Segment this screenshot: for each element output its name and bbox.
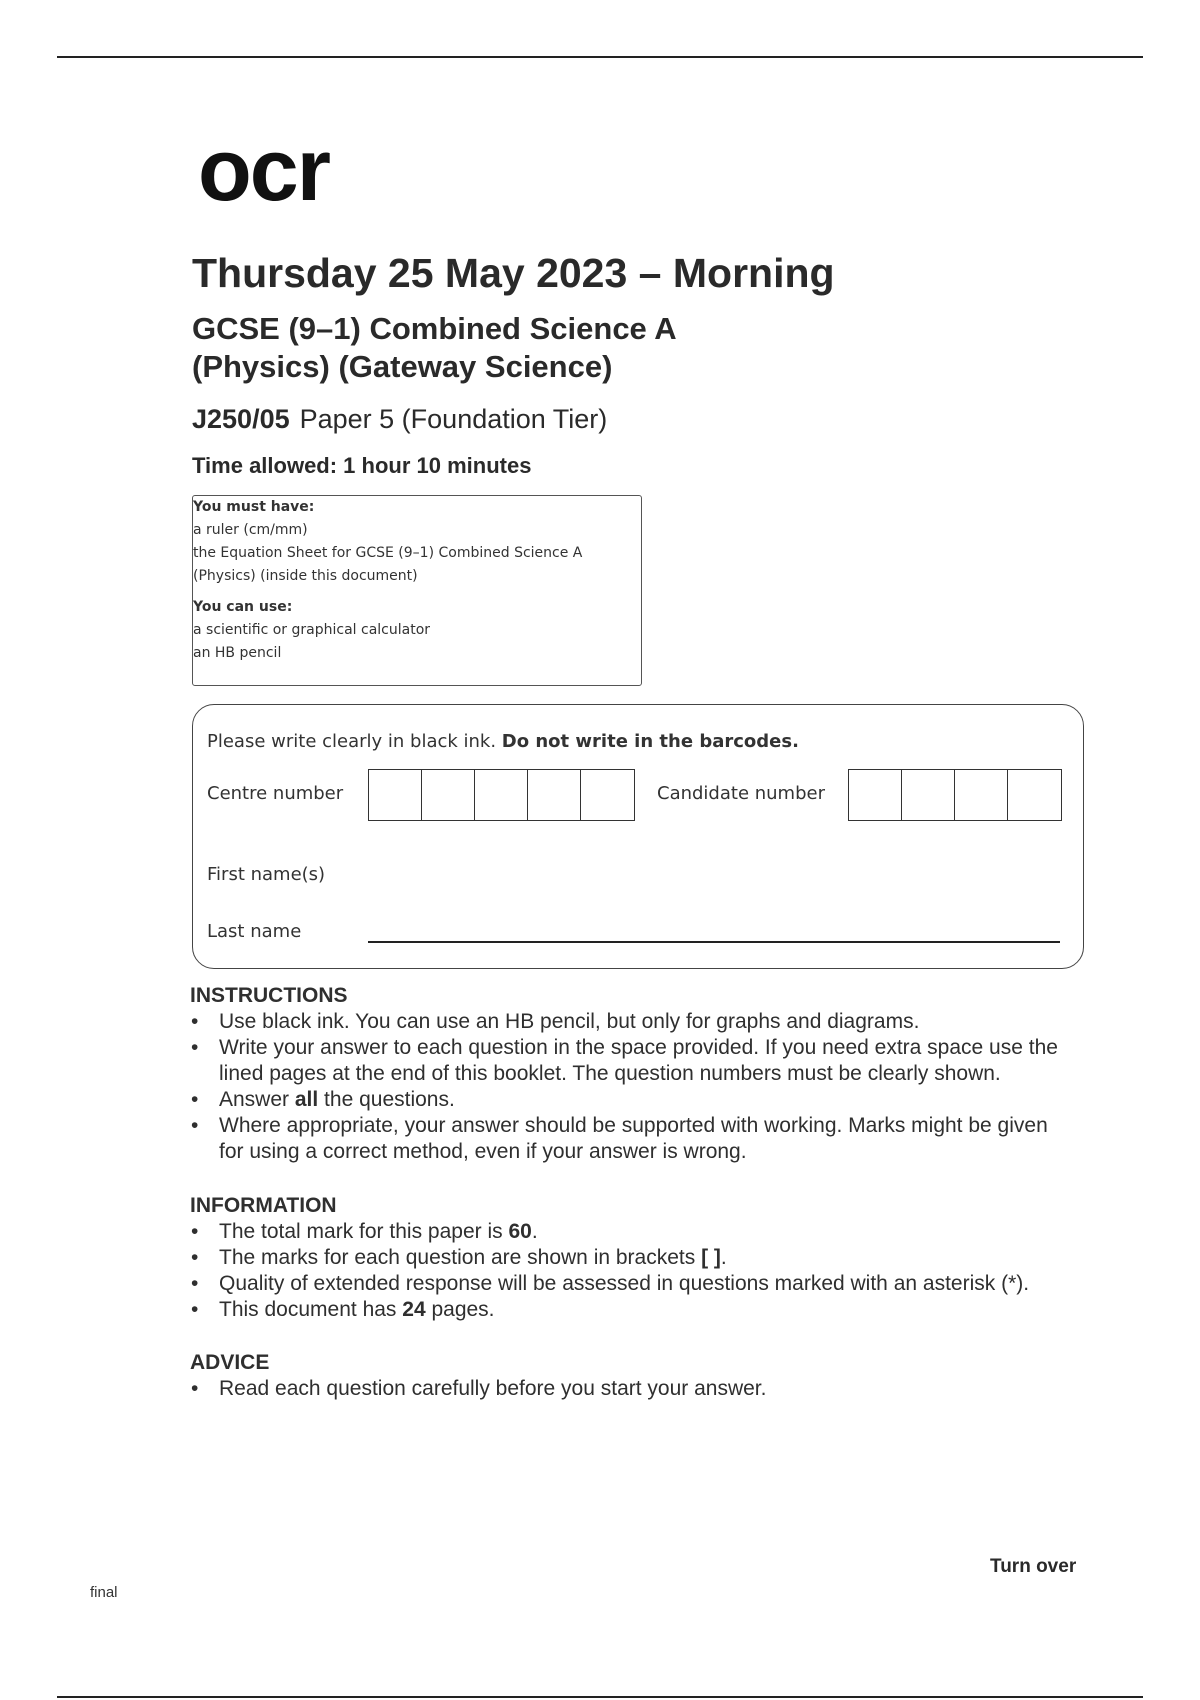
digit-box[interactable] [955,770,1008,820]
subject-line-1: GCSE (9–1) Combined Science A [192,311,677,346]
information-item [190,1245,1090,1271]
centre-number-boxes[interactable] [368,769,635,821]
text: . [531,1220,538,1243]
information-item [190,1297,1090,1323]
text: This document has [219,1298,403,1321]
instructions-heading: INSTRUCTIONS [190,984,348,1007]
information-section [190,1193,1090,1323]
can-use-item: a scientific or graphical calculator [193,622,431,638]
candidate-number-label: Candidate number [657,783,825,804]
time-allowed: Time allowed: 1 hour 10 minutes [192,453,532,478]
intro-bold-text: Do not write in the barcodes. [501,731,799,752]
first-name-label: First name(s) [207,864,326,885]
top-rule [57,56,1143,58]
subject-title [192,310,677,386]
ocr-logo: ocr [198,120,329,219]
must-have-item: a ruler (cm/mm) [193,522,308,538]
materials-box [192,495,642,686]
final-label: final [90,1584,118,1601]
candidate-number-boxes[interactable] [848,769,1062,821]
text: The total mark for this paper is [219,1220,509,1243]
last-name-line[interactable] [368,941,1060,943]
text: the questions. [318,1088,455,1111]
digit-box[interactable] [902,770,955,820]
information-heading: INFORMATION [190,1194,337,1217]
paper-code: J250/05 [192,404,290,434]
text: . [720,1246,727,1269]
bold-text: [ ] [701,1246,721,1269]
bold-text: 60 [508,1220,532,1243]
bold-text: 24 [402,1298,426,1321]
turn-over-label: Turn over [990,1556,1077,1577]
digit-box[interactable] [1008,770,1061,820]
bold-text: all [294,1088,319,1111]
centre-number-label: Centre number [207,783,344,804]
candidate-box-intro [207,731,799,752]
advice-heading: ADVICE [190,1351,270,1374]
digit-box[interactable] [422,770,475,820]
digit-box[interactable] [849,770,902,820]
last-name-label: Last name [207,921,302,942]
digit-box[interactable] [581,770,634,820]
must-have-heading: You must have: [193,499,315,515]
digit-box[interactable] [475,770,528,820]
must-have-item: the Equation Sheet for GCSE (9–1) Combined Science A [193,545,583,561]
text: pages. [425,1298,495,1321]
intro-text: Please write clearly in black ink. [207,731,502,752]
instruction-item [190,1087,1090,1113]
digit-box[interactable] [528,770,581,820]
instructions-section [190,983,1090,1165]
digit-box[interactable] [369,770,422,820]
text: The marks for each question are shown in brackets [219,1246,702,1269]
must-have-item: (Physics) (inside this document) [193,568,418,584]
advice-item: • Read each question carefully before you start your answer. [190,1376,1090,1402]
paper-info [192,404,607,435]
can-use-item: an HB pencil [193,645,282,661]
text: Answer [219,1088,295,1111]
paper-name: Paper 5 (Foundation Tier) [299,404,608,434]
subject-line-2: (Physics) (Gateway Science) [192,349,613,384]
information-item [190,1219,1090,1245]
advice-section [190,1350,1090,1402]
instruction-item: • Write your answer to each question in the space provided. If you need extra space use the lined pages at the end of this booklet. The question numbers must be clearly shown. [190,1035,1090,1087]
exam-date: Thursday 25 May 2023 – Morning [192,250,835,296]
bottom-rule [57,1696,1143,1698]
instruction-item: • Where appropriate, your answer should be supported with working. Marks might be given for using a correct method, even if your answer is wrong. [190,1113,1059,1165]
can-use-heading: You can use: [193,599,293,615]
information-item: • Quality of extended response will be assessed in questions marked with an asterisk (*). [190,1271,1090,1297]
candidate-details-box [192,704,1084,969]
instruction-item: • Use black ink. You can use an HB pencil, but only for graphs and diagrams. [190,1009,1090,1035]
